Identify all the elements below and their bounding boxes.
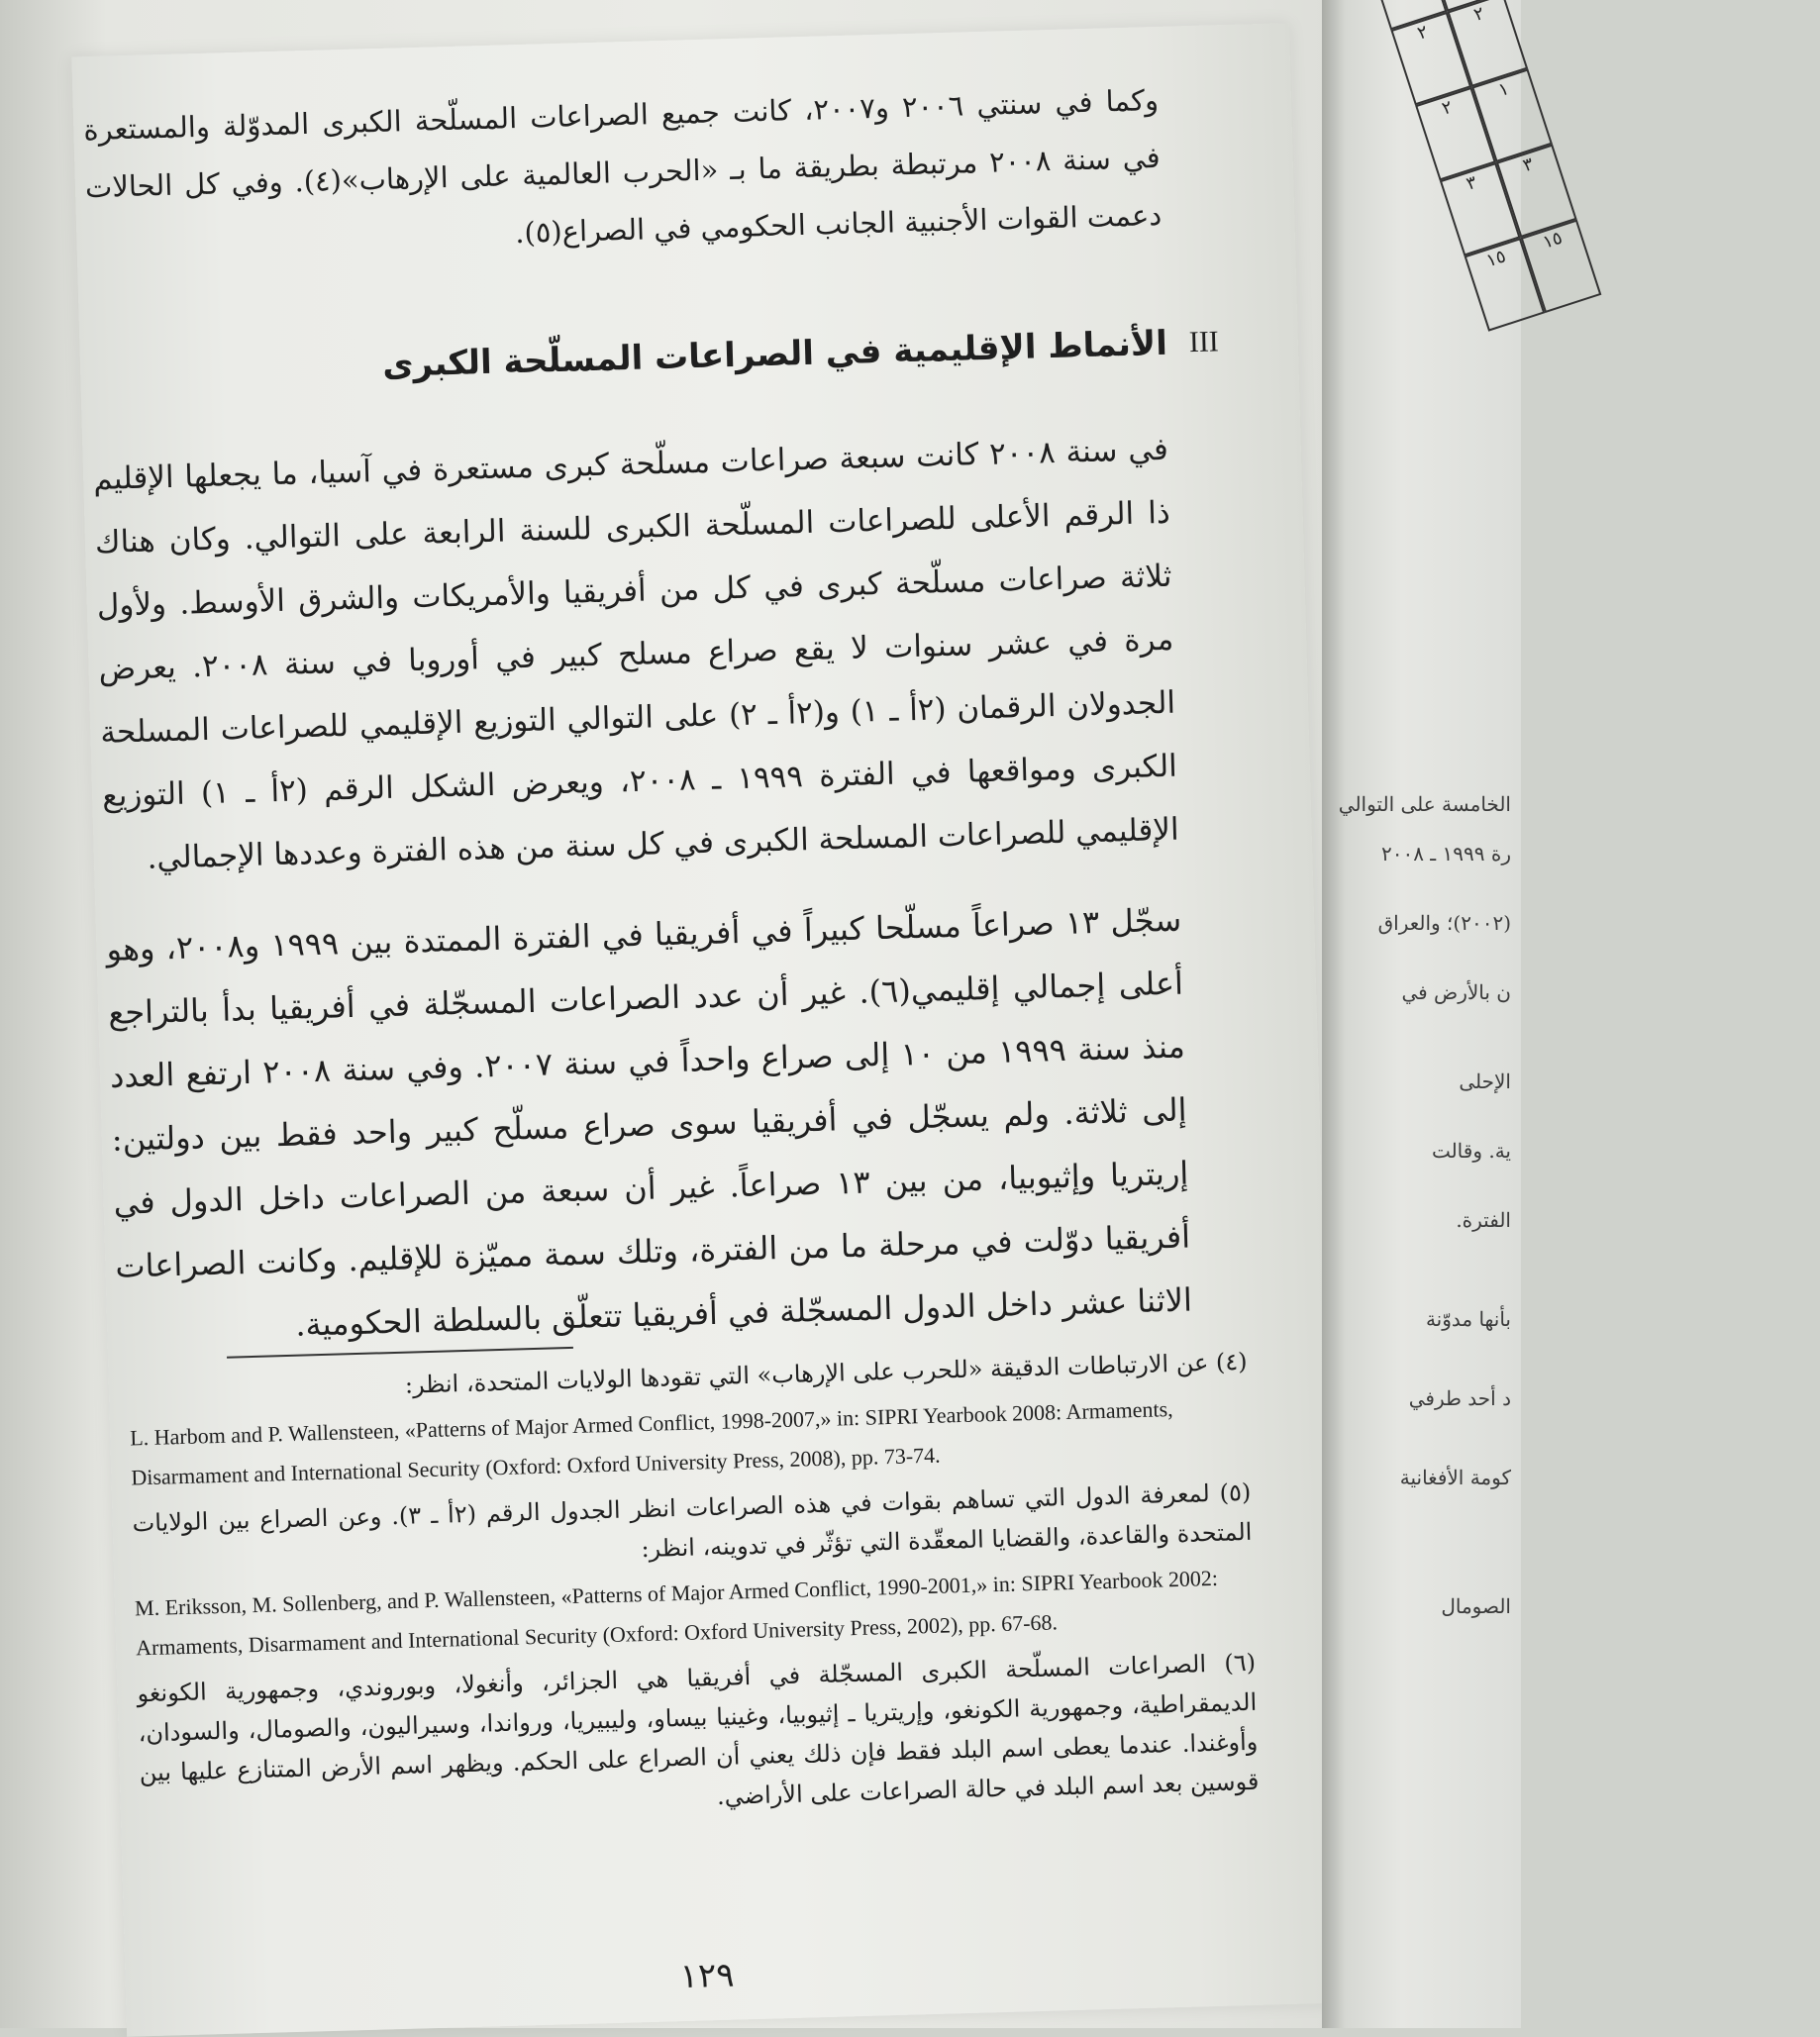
- facing-page-line: د أحد طرفي: [1408, 1386, 1511, 1410]
- page-number: ١٢٩: [679, 1955, 736, 1997]
- facing-page-line: الإحلى: [1459, 1069, 1511, 1093]
- facing-page-line: رة ١٩٩٩ ـ ٢٠٠٨: [1380, 842, 1511, 866]
- footnote-5-citation: M. Eriksson, M. Sollenberg, and P. Wallensteen, «Patterns of Major Armed Conflict, 1990-2001,» in: SIPRI Yearbook 2002: Armaments, Disarmament and International Security (Oxford: Oxford University Press, 2002), pp. 67-68.: [134, 1565, 1219, 1661]
- facing-page-line: (٢٠٠٢)؛ والعراق: [1377, 911, 1511, 935]
- table-cell: ١٥: [1521, 220, 1602, 314]
- table-cell: ٢: [1447, 0, 1528, 87]
- footnote-5-arabic: (٥) لمعرفة الدول التي تساهم بقوات في هذه الصراعات انظر الجدول الرقم (٢أ ـ ٣). وعن الصراع بين الولايات المتحدة والقاعدة، والقضايا المعقّدة التي تؤثّر في تدوينه، انظر:: [132, 1477, 1253, 1564]
- footnote-6-arabic: (٦) الصراعات المسلّحة الكبرى المسجّلة في أفريقيا هي الجزائر، وأنغولا، وبوروندي، وجمهورية الكونغو الديمقراطية، وجمهورية الكونغو، وإريتريا ـ إثيوبيا، وغينيا بيساو، وليبيريا، ورواندا، وسيراليون، والصومال، والسودان، وأوغندا. عندما يعطى اسم البلد فقط فإن ذلك يعني أن الصراع على الحكم. ويظهر اسم الأرض المتنازع عليها بين قوسين بعد اسم البلد في حالة الصراعات على الأراضي.: [137, 1648, 1260, 1811]
- facing-page-table: [1362, 0, 1820, 657]
- top-paragraph-text: وكما في سنتي ٢٠٠٦ و٢٠٠٧، كانت جميع الصراعات المسلّحة الكبرى المدوّلة والمستعرة في سنة ٢٠٠٨ مرتبطة بطريقة ما بـ «الحرب العالمية على الإرهاب»(٤). وفي كل الحالات دعمت القوات الأجنبية الجانب الحكومي في الصراع(٥).: [82, 82, 1163, 251]
- paragraph-regional-patterns: [92, 417, 1223, 891]
- facing-page-line: بأنها مدوّنة: [1425, 1307, 1511, 1331]
- table-cell: ١٥: [1465, 238, 1546, 332]
- table-cell: ٣: [1496, 144, 1577, 238]
- table-cell: ٣: [1440, 162, 1521, 256]
- table-cell: ٢: [1390, 12, 1471, 106]
- book-page: [71, 23, 1344, 2037]
- section-number: III: [1188, 325, 1220, 359]
- paragraph-africa: [106, 886, 1237, 1361]
- facing-page-line: ن بالأرض في: [1401, 980, 1511, 1004]
- facing-page-line: الصومال: [1441, 1594, 1511, 1618]
- facing-page-line: كومة الأفغانية: [1399, 1466, 1511, 1489]
- facing-page: [1322, 0, 1566, 2028]
- table-cell: ١: [1471, 68, 1553, 162]
- top-paragraph: [83, 70, 1206, 273]
- table-cell: ٢: [1415, 87, 1496, 181]
- footnote-4-citation: L. Harbom and P. Wallensteen, «Patterns of Major Armed Conflict, 1998-2007,» in: SIPRI Yearbook 2008: Armaments, Disarmament and International Security (Oxford: Oxford University Press, 2008), pp. 73-74.: [129, 1396, 1173, 1490]
- paragraph-2-text: سجّل ١٣ صراعاً مسلّحا كبيراً في أفريقيا في الفترة الممتدة بين ١٩٩٩ و٢٠٠٨، وهو أعلى إجمالي إقليمي(٦). غير أن عدد الصراعات المسجّلة في أفريقيا بدأ بالتراجع منذ سنة ١٩٩٩ من ١٠ إلى صراع واحداً في سنة ٢٠٠٧. وفي سنة ٢٠٠٨ ارتفع العدد إلى ثلاثة. ولم يسجّل في أفريقيا سوى صراع مسلّح كبير واحد فقط بين دولتين: إريتريا وإثيوبيا، من بين ١٣ صراعاً. غير أن سبعة من الصراعات داخل الدول في أفريقيا دوّلت في مرحلة ما من الفترة، وتلك سمة مميّزة للإقليم. وكانت الصراعات الاثنا عشر داخل الدول المسجّلة في أفريقيا تتعلّق بالسلطة الحكومية.: [105, 900, 1193, 1344]
- paragraph-1-text: في سنة ٢٠٠٨ كانت سبعة صراعات مسلّحة كبرى مستعرة في آسيا، ما يجعلها الإقليم ذا الرقم الأعلى للصراعات المسلّحة الكبرى للسنة الرابعة على التوالي. وكان هناك ثلاثة صراعات مسلّحة كبرى في كل من أفريقيا والأمريكات والشرق الأوسط. ولأول مرة في عشر سنوات لا يقع صراع مسلح كبير في أوروبا في سنة ٢٠٠٨. يعرض الجدولان الرقمان (٢أ ـ ١) و(٢أ ـ ٢) على التوالي التوزيع الإقليمي للصراعات المسلحة الكبرى ومواقعها في الفترة ١٩٩٩ ـ ٢٠٠٨، ويعرض الشكل الرقم (٢أ ـ ١) التوزيع الإقليمي للصراعات المسلحة الكبرى في كل سنة من هذه الفترة وعددها الإجمالي.: [92, 431, 1180, 876]
- section-heading: [100, 322, 1220, 393]
- footnotes: [128, 1342, 1260, 1838]
- facing-page-line: ية. وقالت: [1431, 1139, 1511, 1163]
- facing-page-line: الخامسة على التوالي: [1338, 792, 1511, 816]
- footnote-4-arabic: (٤) عن الارتباطات الدقيقة «للحرب على الإرهاب» التي تقودها الولايات المتحدة، انظر:: [404, 1347, 1248, 1399]
- facing-page-line: الفترة.: [1456, 1208, 1511, 1232]
- section-title: الأنماط الإقليمية في الصراعات المسلّحة الكبرى: [381, 323, 1168, 385]
